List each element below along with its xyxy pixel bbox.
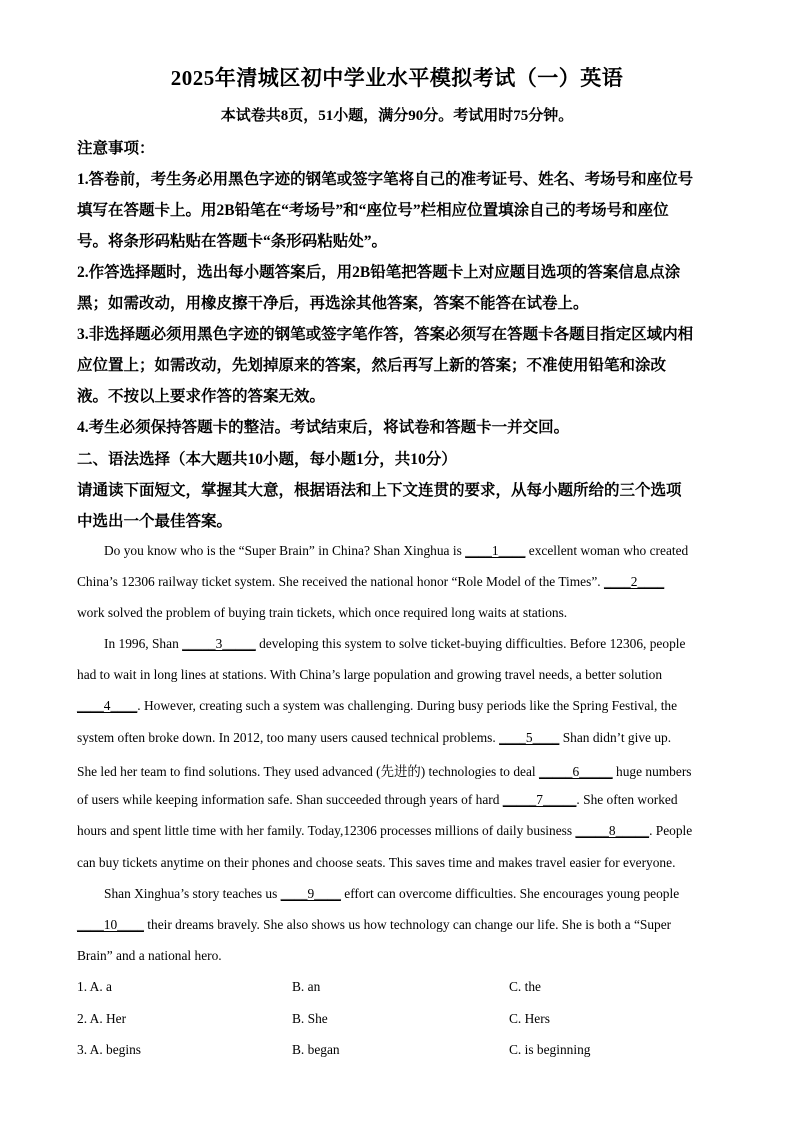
passage-line: ____10____ their dreams bravely. She also shows us how technology can change our life. She is both a “Super — [77, 917, 672, 932]
passage-line: work solved the problem of buying train tickets, which once required long waits at stations. — [77, 605, 568, 620]
notice-line: 3.非选择题必须用黑色字迹的钢笔或签字笔作答，答案必须写在答题卡各题目指定区域内相 — [77, 326, 694, 343]
passage-line: of users while keeping information safe. Shan succeeded through years of hard _____7_____. She often worked — [77, 792, 678, 807]
option-c[interactable]: C. Hers — [509, 1011, 550, 1026]
instruction-line: 中选出一个最佳答案。 — [77, 513, 233, 530]
passage-line: had to wait in long lines at stations. With China’s large population and growing travel needs, a better solution — [77, 667, 663, 682]
notice-line: 黑；如需改动，用橡皮擦干净后，再选涂其他答案，答案不能答在试卷上。 — [77, 295, 589, 312]
blank-1: ____1____ — [465, 543, 526, 558]
instruction-line: 请通读下面短文，掌握其大意，根据语法和上下文连贯的要求，从每小题所给的三个选项 — [77, 482, 682, 499]
blank-3: _____3_____ — [182, 636, 256, 651]
notice-line: 应位置上；如需改动，先划掉原来的答案，然后再写上新的答案；不准使用铅笔和涂改 — [77, 357, 667, 374]
passage-line: system often broke down. In 2012, too many users caused technical problems. ____5____ Shan didn’t give up. — [77, 730, 672, 745]
notice-line: 4.考生必须保持答题卡的整洁。考试结束后，将试卷和答题卡一并交回。 — [77, 419, 570, 436]
blank-8: _____8_____ — [575, 823, 650, 838]
passage-line: China’s 12306 railway ticket system. She received the national honor “Role Model of the Times”. ____2____ — [77, 574, 665, 589]
notice-line: 填写在答题卡上。用2B铅笔在“考场号”和“座位号”栏相应位置填涂自己的考场号和座位 — [77, 202, 669, 219]
passage-line: Brain” and a national hero. — [77, 948, 222, 963]
option-b[interactable]: B. She — [292, 1011, 328, 1026]
passage-line: Shan Xinghua’s story teaches us ____9____ effort can overcome difficulties. She encourages young people — [104, 886, 680, 901]
option-c[interactable]: C. the — [509, 979, 541, 994]
passage-line: Do you know who is the “Super Brain” in China? Shan Xinghua is ____1____ excellent woman who created — [104, 543, 689, 558]
passage-line: can buy tickets anytime on their phones and choose seats. This saves time and makes travel easier for everyone. — [77, 855, 676, 870]
blank-7: _____7_____ — [502, 792, 577, 807]
passage-line: ____4____. However, creating such a system was challenging. During busy periods like the Spring Festival, the — [77, 698, 678, 713]
blank-2: ____2____ — [603, 574, 665, 589]
option-a[interactable]: 2. A. Her — [77, 1011, 127, 1026]
blank-10: ____10____ — [77, 917, 144, 932]
section-heading: 二、语法选择（本大题共10小题，每小题1分，共10分） — [77, 451, 457, 468]
notice-line: 液。不按以上要求作答的答案无效。 — [77, 388, 326, 405]
blank-9: ____9____ — [280, 886, 341, 901]
option-c[interactable]: C. is beginning — [509, 1042, 591, 1057]
blank-5: ____5____ — [499, 730, 560, 745]
option-a[interactable]: 3. A. begins — [77, 1042, 141, 1057]
notice-heading: 注意事项： — [77, 140, 155, 157]
notice-line: 1.答卷前，考生务必用黑色字迹的钢笔或签字笔将自己的准考证号、姓名、考场号和座位号 — [77, 171, 694, 188]
option-a[interactable]: 1. A. a — [77, 979, 112, 994]
passage-line: In 1996, Shan _____3_____ developing this system to solve ticket-buying difficulties. Before 12306, people — [104, 636, 686, 651]
blank-4: ____4____ — [77, 698, 138, 713]
notice-line: 号。将条形码粘贴在答题卡“条形码粘贴处”。 — [77, 233, 388, 250]
exam-subtitle: 本试卷共8页，51小题，满分90分。考试用时75分钟。 — [220, 108, 574, 124]
option-b[interactable]: B. an — [292, 979, 321, 994]
blank-6: _____6_____ — [539, 764, 613, 779]
notice-line: 2.作答选择题时，选出每小题答案后，用2B铅笔把答题卡上对应题目选项的答案信息点涂 — [77, 264, 681, 281]
passage-line: She led her team to find solutions. They used advanced (先进的) technologies to deal _____6_____ huge numbers — [77, 764, 692, 779]
passage-line: hours and spent little time with her family. Today,12306 processes millions of daily business _____8_____. People — [77, 823, 693, 838]
option-b[interactable]: B. began — [292, 1042, 340, 1057]
exam-title: 2025年清城区初中学业水平模拟考试（一）英语 — [170, 66, 624, 90]
